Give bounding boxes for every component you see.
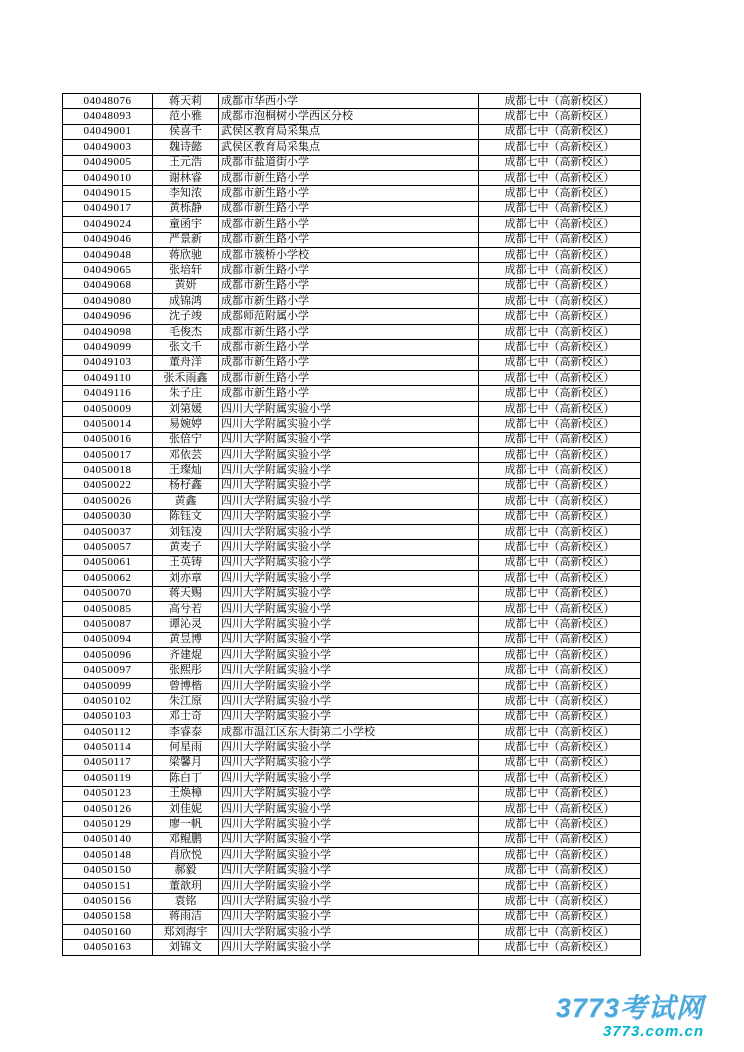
name-cell: 何星雨 [153,740,219,755]
name-cell: 廖一帆 [153,817,219,832]
id-cell: 04050129 [63,817,153,832]
school-cell: 四川大学附属实验小学 [219,540,479,555]
name-cell: 沈子竣 [153,309,219,324]
table-row [63,648,641,663]
table-row [63,817,641,832]
id-cell: 04050022 [63,478,153,493]
school-cell: 四川大学附属实验小学 [219,940,479,955]
table-row [63,201,641,216]
school-cell: 成都市盐道街小学 [219,155,479,170]
name-cell: 谢林睿 [153,170,219,185]
name-cell: 张禾雨鑫 [153,371,219,386]
name-cell: 朱子庄 [153,386,219,401]
table-row [63,863,641,878]
table-row [63,124,641,139]
name-cell: 黄栎静 [153,201,219,216]
id-cell: 04050148 [63,848,153,863]
school-cell: 成都市新生路小学 [219,371,479,386]
school-cell: 成都市新生路小学 [219,294,479,309]
table-row [63,771,641,786]
table-row [63,478,641,493]
school-cell: 四川大学附属实验小学 [219,771,479,786]
id-cell: 04050140 [63,832,153,847]
id-cell: 04050057 [63,540,153,555]
assigned-school-cell: 成都七中（高新校区） [479,309,641,324]
table-row [63,524,641,539]
table-row [63,678,641,693]
id-cell: 04050037 [63,524,153,539]
school-cell: 四川大学附属实验小学 [219,709,479,724]
assigned-school-cell: 成都七中（高新校区） [479,401,641,416]
table-row [63,632,641,647]
name-cell: 刘第媛 [153,401,219,416]
watermark [556,994,704,1040]
assigned-school-cell: 成都七中（高新校区） [479,694,641,709]
name-cell: 黄鑫 [153,494,219,509]
assigned-school-cell: 成都七中（高新校区） [479,124,641,139]
assigned-school-cell: 成都七中（高新校区） [479,740,641,755]
id-cell: 04050062 [63,571,153,586]
school-cell: 四川大学附属实验小学 [219,617,479,632]
id-cell: 04050061 [63,555,153,570]
id-cell: 04049017 [63,201,153,216]
school-cell: 四川大学附属实验小学 [219,694,479,709]
assigned-school-cell: 成都七中（高新校区） [479,909,641,924]
assigned-school-cell: 成都七中（高新校区） [479,140,641,155]
id-cell: 04050158 [63,909,153,924]
table-row [63,417,641,432]
name-cell: 易婉婷 [153,417,219,432]
school-cell: 四川大学附属实验小学 [219,894,479,909]
school-cell: 成都市新生路小学 [219,355,479,370]
id-cell: 04049068 [63,278,153,293]
assigned-school-cell: 成都七中（高新校区） [479,386,641,401]
table-row [63,832,641,847]
school-cell: 成都市新生路小学 [219,324,479,339]
watermark-site-url: 3773.com.cn [602,1023,704,1040]
table-row [63,601,641,616]
assigned-school-cell: 成都七中（高新校区） [479,109,641,124]
table-row [63,494,641,509]
school-cell: 四川大学附属实验小学 [219,509,479,524]
name-cell: 严景新 [153,232,219,247]
school-cell: 四川大学附属实验小学 [219,494,479,509]
school-cell: 成都市新生路小学 [219,170,479,185]
assigned-school-cell: 成都七中（高新校区） [479,217,641,232]
assigned-school-cell: 成都七中（高新校区） [479,278,641,293]
assigned-school-cell: 成都七中（高新校区） [479,478,641,493]
name-cell: 郝毅 [153,863,219,878]
name-cell: 曾博楷 [153,678,219,693]
assigned-school-cell: 成都七中（高新校区） [479,925,641,940]
table-row [63,294,641,309]
school-cell: 四川大学附属实验小学 [219,524,479,539]
name-cell: 杨杍鑫 [153,478,219,493]
id-cell: 04049116 [63,386,153,401]
table-row [63,848,641,863]
assigned-school-cell: 成都七中（高新校区） [479,340,641,355]
name-cell: 谭沁灵 [153,617,219,632]
assigned-school-cell: 成都七中（高新校区） [479,678,641,693]
school-cell: 成都市华西小学 [219,94,479,109]
id-cell: 04050094 [63,632,153,647]
name-cell: 邓依芸 [153,447,219,462]
school-cell: 成都市新生路小学 [219,386,479,401]
name-cell: 毛俊杰 [153,324,219,339]
table-row [63,371,641,386]
table-row [63,725,641,740]
table-row [63,740,641,755]
assigned-school-cell: 成都七中（高新校区） [479,417,641,432]
assigned-school-cell: 成都七中（高新校区） [479,586,641,601]
id-cell: 04050026 [63,494,153,509]
name-cell: 范小雅 [153,109,219,124]
assigned-school-cell: 成都七中（高新校区） [479,832,641,847]
name-cell: 董歆玥 [153,878,219,893]
id-cell: 04049096 [63,309,153,324]
name-cell: 齐建焜 [153,648,219,663]
roster-table-body [63,94,641,956]
id-cell: 04049024 [63,217,153,232]
school-cell: 四川大学附属实验小学 [219,478,479,493]
id-cell: 04050099 [63,678,153,693]
assigned-school-cell: 成都七中（高新校区） [479,771,641,786]
id-cell: 04050014 [63,417,153,432]
name-cell: 侯喜千 [153,124,219,139]
assigned-school-cell: 成都七中（高新校区） [479,432,641,447]
name-cell: 肖欣悦 [153,848,219,863]
school-cell: 四川大学附属实验小学 [219,863,479,878]
id-cell: 04049015 [63,186,153,201]
school-cell: 四川大学附属实验小学 [219,648,479,663]
table-row [63,140,641,155]
assigned-school-cell: 成都七中（高新校区） [479,786,641,801]
table-row [63,555,641,570]
assigned-school-cell: 成都七中（高新校区） [479,878,641,893]
table-row [63,155,641,170]
assigned-school-cell: 成都七中（高新校区） [479,155,641,170]
name-cell: 张文千 [153,340,219,355]
name-cell: 高兮若 [153,601,219,616]
name-cell: 刘佳妮 [153,801,219,816]
name-cell: 蒋雨洁 [153,909,219,924]
id-cell: 04049110 [63,371,153,386]
assigned-school-cell: 成都七中（高新校区） [479,94,641,109]
name-cell: 蒋天赐 [153,586,219,601]
id-cell: 04050114 [63,740,153,755]
school-cell: 四川大学附属实验小学 [219,432,479,447]
assigned-school-cell: 成都七中（高新校区） [479,371,641,386]
assigned-school-cell: 成都七中（高新校区） [479,817,641,832]
table-row [63,447,641,462]
school-cell: 成都市新生路小学 [219,340,479,355]
assigned-school-cell: 成都七中（高新校区） [479,263,641,278]
name-cell: 蒋欣驰 [153,247,219,262]
school-cell: 四川大学附属实验小学 [219,663,479,678]
name-cell: 张熙彤 [153,663,219,678]
name-cell: 蒋天莉 [153,94,219,109]
name-cell: 刘钰凌 [153,524,219,539]
table-row [63,170,641,185]
name-cell: 黄昱博 [153,632,219,647]
school-cell: 成都市簇桥小学校 [219,247,479,262]
school-cell: 四川大学附属实验小学 [219,586,479,601]
table-row [63,309,641,324]
school-cell: 成都市新生路小学 [219,278,479,293]
table-row [63,663,641,678]
id-cell: 04048093 [63,109,153,124]
name-cell: 黄麦子 [153,540,219,555]
id-cell: 04049099 [63,340,153,355]
table-row [63,263,641,278]
assigned-school-cell: 成都七中（高新校区） [479,186,641,201]
id-cell: 04050070 [63,586,153,601]
school-cell: 成都市温江区东大街第二小学校 [219,725,479,740]
assigned-school-cell: 成都七中（高新校区） [479,617,641,632]
id-cell: 04049046 [63,232,153,247]
table-row [63,355,641,370]
id-cell: 04050102 [63,694,153,709]
table-row [63,94,641,109]
school-cell: 四川大学附属实验小学 [219,678,479,693]
assigned-school-cell: 成都七中（高新校区） [479,863,641,878]
school-cell: 四川大学附属实验小学 [219,401,479,416]
school-cell: 四川大学附属实验小学 [219,555,479,570]
table-row [63,571,641,586]
assigned-school-cell: 成都七中（高新校区） [479,940,641,955]
table-row [63,540,641,555]
assigned-school-cell: 成都七中（高新校区） [479,571,641,586]
id-cell: 04050085 [63,601,153,616]
assigned-school-cell: 成都七中（高新校区） [479,170,641,185]
table-row [63,232,641,247]
name-cell: 王英铸 [153,555,219,570]
assigned-school-cell: 成都七中（高新校区） [479,601,641,616]
id-cell: 04050009 [63,401,153,416]
student-roster-table [62,93,641,956]
id-cell: 04050097 [63,663,153,678]
id-cell: 04049001 [63,124,153,139]
assigned-school-cell: 成都七中（高新校区） [479,648,641,663]
name-cell: 邓士奇 [153,709,219,724]
assigned-school-cell: 成都七中（高新校区） [479,232,641,247]
id-cell: 04050087 [63,617,153,632]
name-cell: 刘亦章 [153,571,219,586]
id-cell: 04050030 [63,509,153,524]
assigned-school-cell: 成都七中（高新校区） [479,324,641,339]
school-cell: 武侯区教育局采集点 [219,124,479,139]
school-cell: 成都师范附属小学 [219,309,479,324]
assigned-school-cell: 成都七中（高新校区） [479,201,641,216]
table-row [63,217,641,232]
name-cell: 张倍宁 [153,432,219,447]
id-cell: 04050112 [63,725,153,740]
table-row [63,401,641,416]
table-row [63,109,641,124]
id-cell: 04050163 [63,940,153,955]
name-cell: 黄妍 [153,278,219,293]
id-cell: 04049080 [63,294,153,309]
id-cell: 04049005 [63,155,153,170]
school-cell: 四川大学附属实验小学 [219,801,479,816]
table-row [63,755,641,770]
table-row [63,432,641,447]
assigned-school-cell: 成都七中（高新校区） [479,524,641,539]
id-cell: 04049065 [63,263,153,278]
school-cell: 四川大学附属实验小学 [219,417,479,432]
table-row [63,340,641,355]
table-row [63,186,641,201]
table-row [63,386,641,401]
school-cell: 武侯区教育局采集点 [219,140,479,155]
table-row [63,694,641,709]
assigned-school-cell: 成都七中（高新校区） [479,355,641,370]
name-cell: 刘锦文 [153,940,219,955]
school-cell: 四川大学附属实验小学 [219,632,479,647]
id-cell: 04050156 [63,894,153,909]
name-cell: 陈钰文 [153,509,219,524]
name-cell: 郑刘海宇 [153,925,219,940]
id-cell: 04050103 [63,709,153,724]
table-row [63,894,641,909]
assigned-school-cell: 成都七中（高新校区） [479,555,641,570]
table-row [63,925,641,940]
id-cell: 04050150 [63,863,153,878]
id-cell: 04050126 [63,801,153,816]
table-row [63,878,641,893]
table-row [63,586,641,601]
assigned-school-cell: 成都七中（高新校区） [479,509,641,524]
table-row [63,324,641,339]
assigned-school-cell: 成都七中（高新校区） [479,247,641,262]
school-cell: 成都市新生路小学 [219,263,479,278]
school-cell: 成都市新生路小学 [219,232,479,247]
assigned-school-cell: 成都七中（高新校区） [479,894,641,909]
table-row [63,509,641,524]
name-cell: 成锦鸿 [153,294,219,309]
table-row [63,801,641,816]
id-cell: 04050117 [63,755,153,770]
school-cell: 四川大学附属实验小学 [219,463,479,478]
school-cell: 四川大学附属实验小学 [219,832,479,847]
assigned-school-cell: 成都七中（高新校区） [479,725,641,740]
school-cell: 四川大学附属实验小学 [219,848,479,863]
id-cell: 04049010 [63,170,153,185]
table-row [63,463,641,478]
school-cell: 四川大学附属实验小学 [219,601,479,616]
table-row [63,709,641,724]
id-cell: 04049048 [63,247,153,262]
assigned-school-cell: 成都七中（高新校区） [479,447,641,462]
table-row [63,909,641,924]
id-cell: 04050160 [63,925,153,940]
table-row [63,617,641,632]
school-cell: 成都市新生路小学 [219,186,479,201]
table-row [63,940,641,955]
assigned-school-cell: 成都七中（高新校区） [479,540,641,555]
assigned-school-cell: 成都七中（高新校区） [479,494,641,509]
assigned-school-cell: 成都七中（高新校区） [479,463,641,478]
name-cell: 王焕樟 [153,786,219,801]
name-cell: 张培轩 [153,263,219,278]
assigned-school-cell: 成都七中（高新校区） [479,801,641,816]
assigned-school-cell: 成都七中（高新校区） [479,848,641,863]
assigned-school-cell: 成都七中（高新校区） [479,755,641,770]
assigned-school-cell: 成都七中（高新校区） [479,632,641,647]
id-cell: 04050017 [63,447,153,462]
assigned-school-cell: 成都七中（高新校区） [479,294,641,309]
id-cell: 04050016 [63,432,153,447]
id-cell: 04049098 [63,324,153,339]
name-cell: 童函宇 [153,217,219,232]
school-cell: 四川大学附属实验小学 [219,755,479,770]
id-cell: 04049003 [63,140,153,155]
school-cell: 成都市新生路小学 [219,217,479,232]
school-cell: 四川大学附属实验小学 [219,740,479,755]
id-cell: 04048076 [63,94,153,109]
id-cell: 04050123 [63,786,153,801]
name-cell: 王元浩 [153,155,219,170]
school-cell: 成都市新生路小学 [219,201,479,216]
name-cell: 李知浓 [153,186,219,201]
assigned-school-cell: 成都七中（高新校区） [479,709,641,724]
name-cell: 邓鲲鹏 [153,832,219,847]
id-cell: 04050119 [63,771,153,786]
name-cell: 王璨灿 [153,463,219,478]
school-cell: 四川大学附属实验小学 [219,909,479,924]
school-cell: 四川大学附属实验小学 [219,447,479,462]
school-cell: 四川大学附属实验小学 [219,878,479,893]
table-row [63,278,641,293]
school-cell: 四川大学附属实验小学 [219,925,479,940]
name-cell: 陈白丁 [153,771,219,786]
name-cell: 董舟洋 [153,355,219,370]
school-cell: 四川大学附属实验小学 [219,817,479,832]
name-cell: 袁铭 [153,894,219,909]
id-cell: 04050096 [63,648,153,663]
school-cell: 成都市泡桐树小学西区分校 [219,109,479,124]
id-cell: 04049103 [63,355,153,370]
name-cell: 梁馨月 [153,755,219,770]
id-cell: 04050018 [63,463,153,478]
table-row [63,786,641,801]
id-cell: 04050151 [63,878,153,893]
name-cell: 朱江原 [153,694,219,709]
name-cell: 李睿泰 [153,725,219,740]
school-cell: 四川大学附属实验小学 [219,571,479,586]
assigned-school-cell: 成都七中（高新校区） [479,663,641,678]
watermark-site-name: 3773考试网 [555,992,704,1023]
school-cell: 四川大学附属实验小学 [219,786,479,801]
name-cell: 魏诗懿 [153,140,219,155]
table-row [63,247,641,262]
